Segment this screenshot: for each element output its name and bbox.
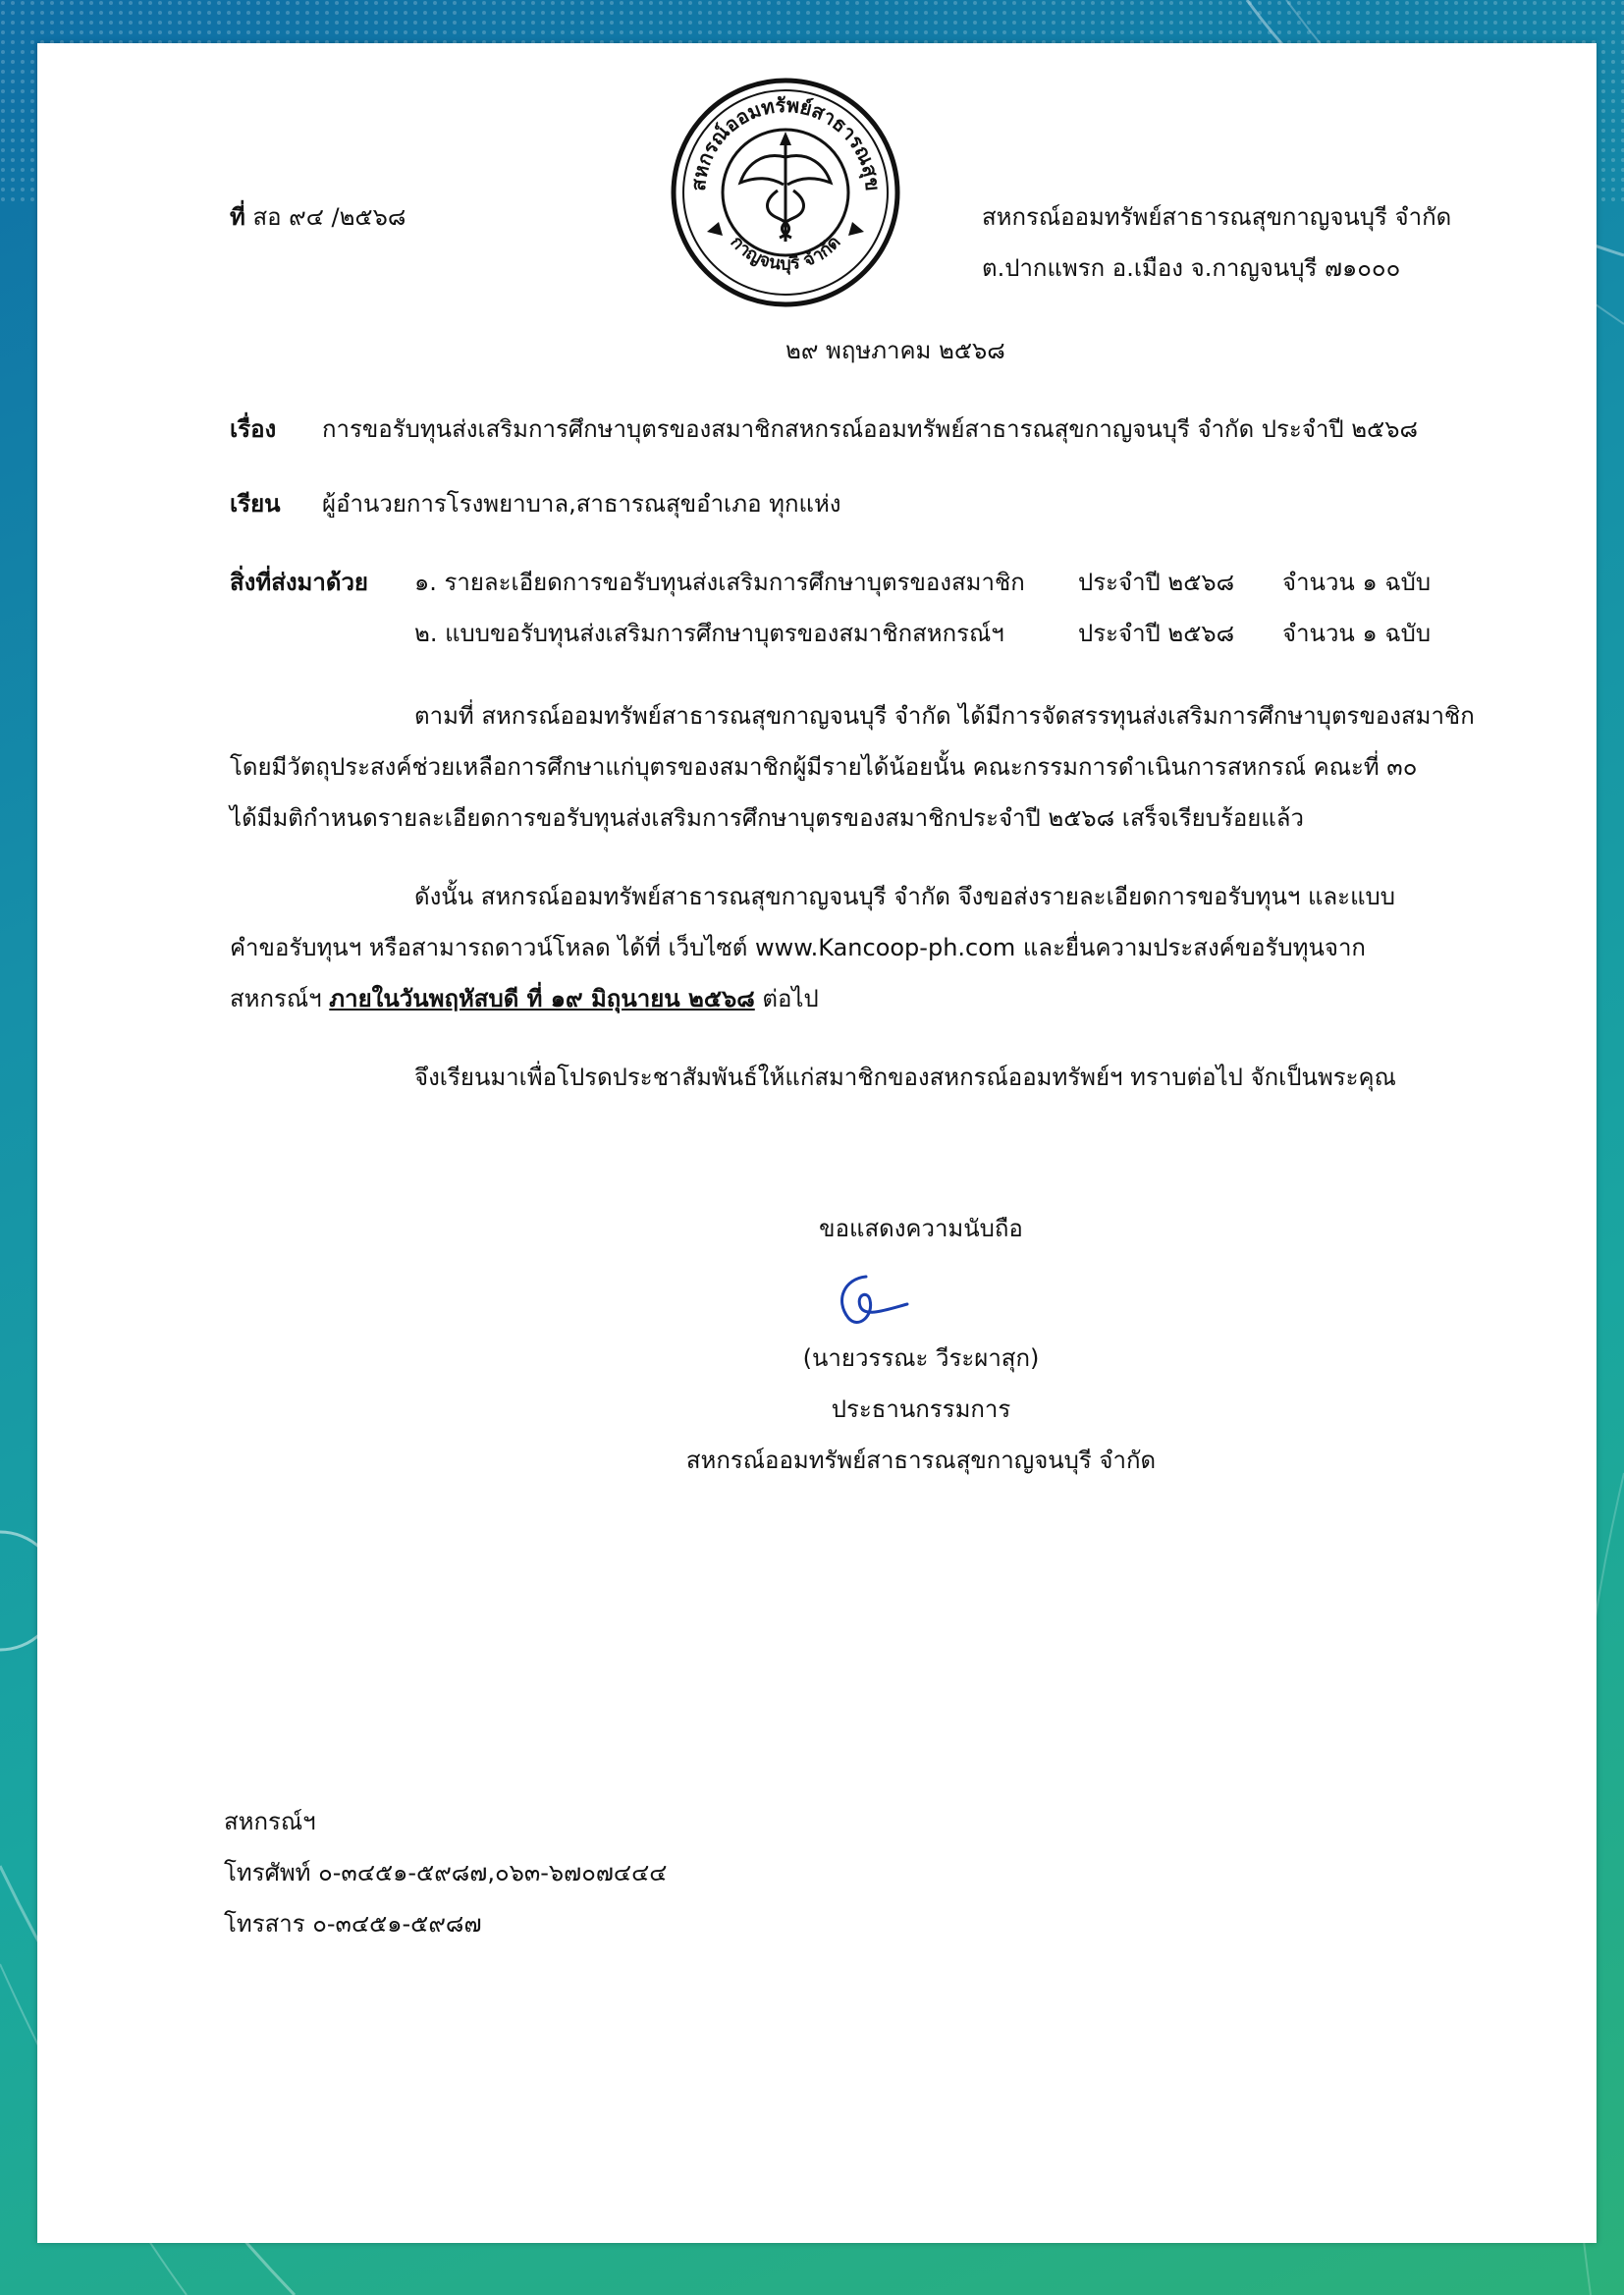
paragraph-3: จึงเรียนมาเพื่อโปรดประชาสัมพันธ์ให้แก่สมาชิกของสหกรณ์ออมทรัพย์ฯ ทราบต่อไป จักเป็นพระคุณ xyxy=(414,1064,1396,1091)
paragraph-1-line-3: ได้มีมติกำหนดรายละเอียดการขอรับทุนส่งเสริมการศึกษาบุตรของสมาชิกประจำปี ๒๕๖๘ เสร็จเรียบร้อยแล้ว xyxy=(230,804,1304,832)
sender-name: สหกรณ์ออมทรัพย์สาธารณสุขกาญจนบุรี จำกัด xyxy=(982,203,1452,231)
paragraph-1-line-1: ตามที่ สหกรณ์ออมทรัพย์สาธารณสุขกาญจนบุรี จำกัด ได้มีการจัดสรรทุนส่งเสริมการศึกษาบุตรของสมาชิก xyxy=(414,702,1475,730)
enclosure-count-1: จำนวน ๑ ฉบับ xyxy=(1282,569,1432,596)
reference-label: ที่ xyxy=(230,203,245,231)
paragraph-2-prefix: สหกรณ์ฯ xyxy=(230,985,330,1012)
enclosure-item-2: ๒. แบบขอรับทุนส่งเสริมการศึกษาบุตรของสมาชิกสหกรณ์ฯ xyxy=(414,620,1004,647)
svg-text:สหกรณ์ออมทรัพย์สาธารณสุข: สหกรณ์ออมทรัพย์สาธารณสุข xyxy=(685,92,886,192)
cooperative-seal-icon xyxy=(668,75,903,310)
enclosure-label: สิ่งที่ส่งมาด้วย xyxy=(230,569,368,596)
to-label: เรียน xyxy=(230,490,281,518)
to-text: ผู้อำนวยการโรงพยาบาล,สาธารณสุขอำเภอ ทุกแห่ง xyxy=(322,490,841,518)
footer-phone: โทรศัพท์ ๐-๓๔๕๑-๕๙๘๗,๐๖๓-๖๗๐๗๔๔๔ xyxy=(224,1859,668,1886)
signature-icon xyxy=(827,1267,915,1336)
closing-text: ขอแสดงความนับถือ xyxy=(819,1215,1023,1242)
paragraph-2-line-1: ดังนั้น สหกรณ์ออมทรัพย์สาธารณสุขกาญจนบุรี จำกัด จึงขอส่งรายละเอียดการขอรับทุนฯ และแบบ xyxy=(414,883,1396,910)
reference-full xyxy=(230,200,406,234)
paragraph-2-line-2: คำขอรับทุนฯ หรือสามารถดาวน์โหลด ได้ที่ เว็บไซต์ www.Kancoop-ph.com และยื่นความประสงค์ขอรับทุนจาก xyxy=(230,934,1366,961)
letter-date: ๒๙ พฤษภาคม ๒๕๖๘ xyxy=(785,337,1005,364)
subject-text: การขอรับทุนส่งเสริมการศึกษาบุตรของสมาชิกสหกรณ์ออมทรัพย์สาธารณสุขกาญจนบุรี จำกัด ประจำปี ๒๕๖๘ xyxy=(322,415,1418,443)
svg-text:กาญจนบุรี จำกัด: กาญจนบุรี จำกัด xyxy=(726,232,845,275)
enclosure-year-1: ประจำปี ๒๕๖๘ xyxy=(1078,569,1235,596)
signer-title: ประธานกรรมการ xyxy=(831,1395,1011,1423)
enclosure-count-2: จำนวน ๑ ฉบับ xyxy=(1282,620,1432,647)
footer-fax: โทรสาร ๐-๓๔๕๑-๕๙๘๗ xyxy=(224,1910,482,1938)
reference-value: สอ ๙๔ /๒๕๖๘ xyxy=(244,203,406,231)
paragraph-1-line-2: โดยมีวัตถุประสงค์ช่วยเหลือการศึกษาแก่บุตรของสมาชิกผู้มีรายได้น้อยนั้น คณะกรรมการดำเนินการสหกรณ์ คณะที่ ๓๐ xyxy=(230,753,1418,781)
paragraph-2-suffix: ต่อไป xyxy=(754,985,819,1012)
enclosure-item-1: ๑. รายละเอียดการขอรับทุนส่งเสริมการศึกษาบุตรของสมาชิก xyxy=(414,569,1025,596)
application-deadline: ภายในวันพฤหัสบดี ที่ ๑๙ มิถุนายน ๒๕๖๘ xyxy=(329,985,755,1012)
footer-organization: สหกรณ์ฯ xyxy=(224,1808,316,1835)
signer-organization: สหกรณ์ออมทรัพย์สาธารณสุขกาญจนบุรี จำกัด xyxy=(685,1447,1157,1474)
letter-page xyxy=(37,43,1597,2243)
sender-address: ต.ปากแพรก อ.เมือง จ.กาญจนบุรี ๗๑๐๐๐ xyxy=(982,254,1401,282)
subject-label: เรื่อง xyxy=(230,415,277,443)
enclosure-year-2: ประจำปี ๒๕๖๘ xyxy=(1078,620,1235,647)
paragraph-2-line-3 xyxy=(230,982,819,1015)
signer-name: (นายวรรณะ วีระผาสุก) xyxy=(802,1344,1040,1372)
